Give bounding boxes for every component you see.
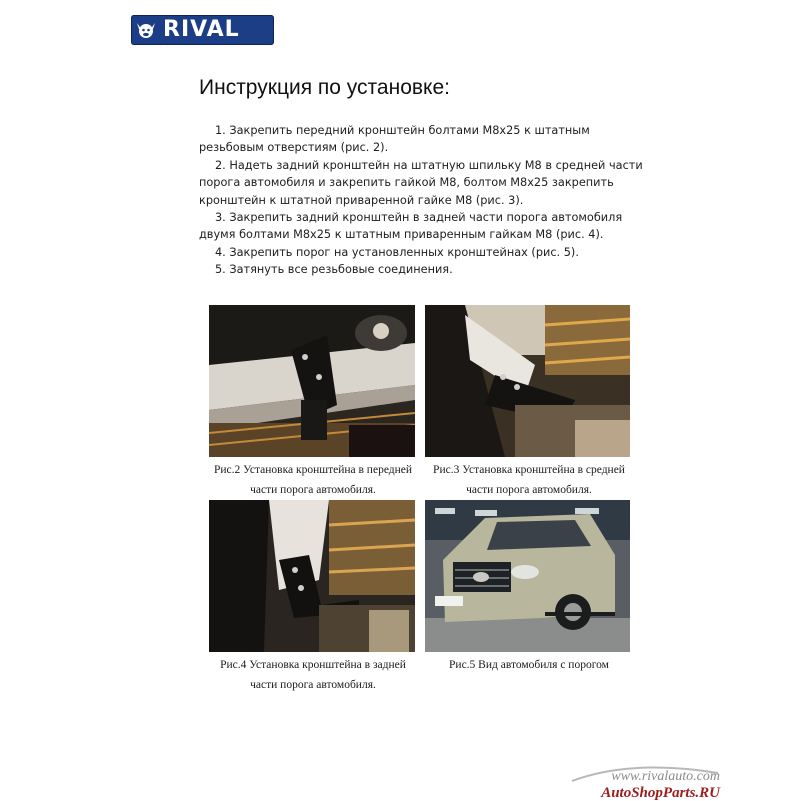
figure-2-photo [209,305,415,457]
figure-4-caption-line1: Рис.4 Установка кронштейна в задней [220,659,406,671]
figure-4-caption-line2: части порога автомобиля. [250,679,376,691]
watermark [540,769,720,801]
rival-logo [131,15,274,45]
bull-logo-icon [131,15,161,45]
step-5: 5. Затянуть все резьбовые соединения. [215,263,453,277]
step-3: 3. Закрепить задний кронштейн в задней части порога автомобиля двумя болтами М8х25 к штатным приваренным гайкам М8 (рис. 4). [199,211,623,242]
figure-3-caption-line2: части порога автомобиля. [466,484,592,496]
watermark-url: www.rivalauto.com [611,769,720,784]
figure-2-caption [200,460,426,500]
step-2: 2. Надеть задний кронштейн на штатную шпильку М8 в средней части порога автомобиля и закрепить гайкой М8, болтом М8х25 закрепить кронштейн к штатной приваренной гайке М8 (рис. 3). [199,158,643,207]
figure-5-photo [425,500,630,652]
figure-3-photo [425,305,630,457]
watermark-site: AutoShopParts.RU [601,785,720,801]
document-title: Инструкция по установке: [199,76,450,99]
figure-2-caption-line1: Рис.2 Установка кронштейна в передней [213,464,413,476]
figure-3-caption-line1: Рис.3 Установка кронштейна в средней [433,464,625,476]
instruction-steps [199,122,649,279]
figure-2-caption-line2: части порога автомобиля. [250,484,376,496]
figure-5-caption-line1: Рис.5 Вид автомобиля с порогом [449,659,609,671]
logo-text: RIVAL [163,17,240,42]
figure-5-caption [416,655,642,675]
step-1: 1. Закрепить передний кронштейн болтами М8х25 к штатным резьбовым отверстиям (рис. 2). [199,124,590,155]
figure-4-photo [209,500,415,652]
step-4: 4. Закрепить порог на установленных кронштейнах (рис. 5). [215,245,579,259]
figure-3-caption [416,460,642,500]
figure-4-caption [200,655,426,695]
